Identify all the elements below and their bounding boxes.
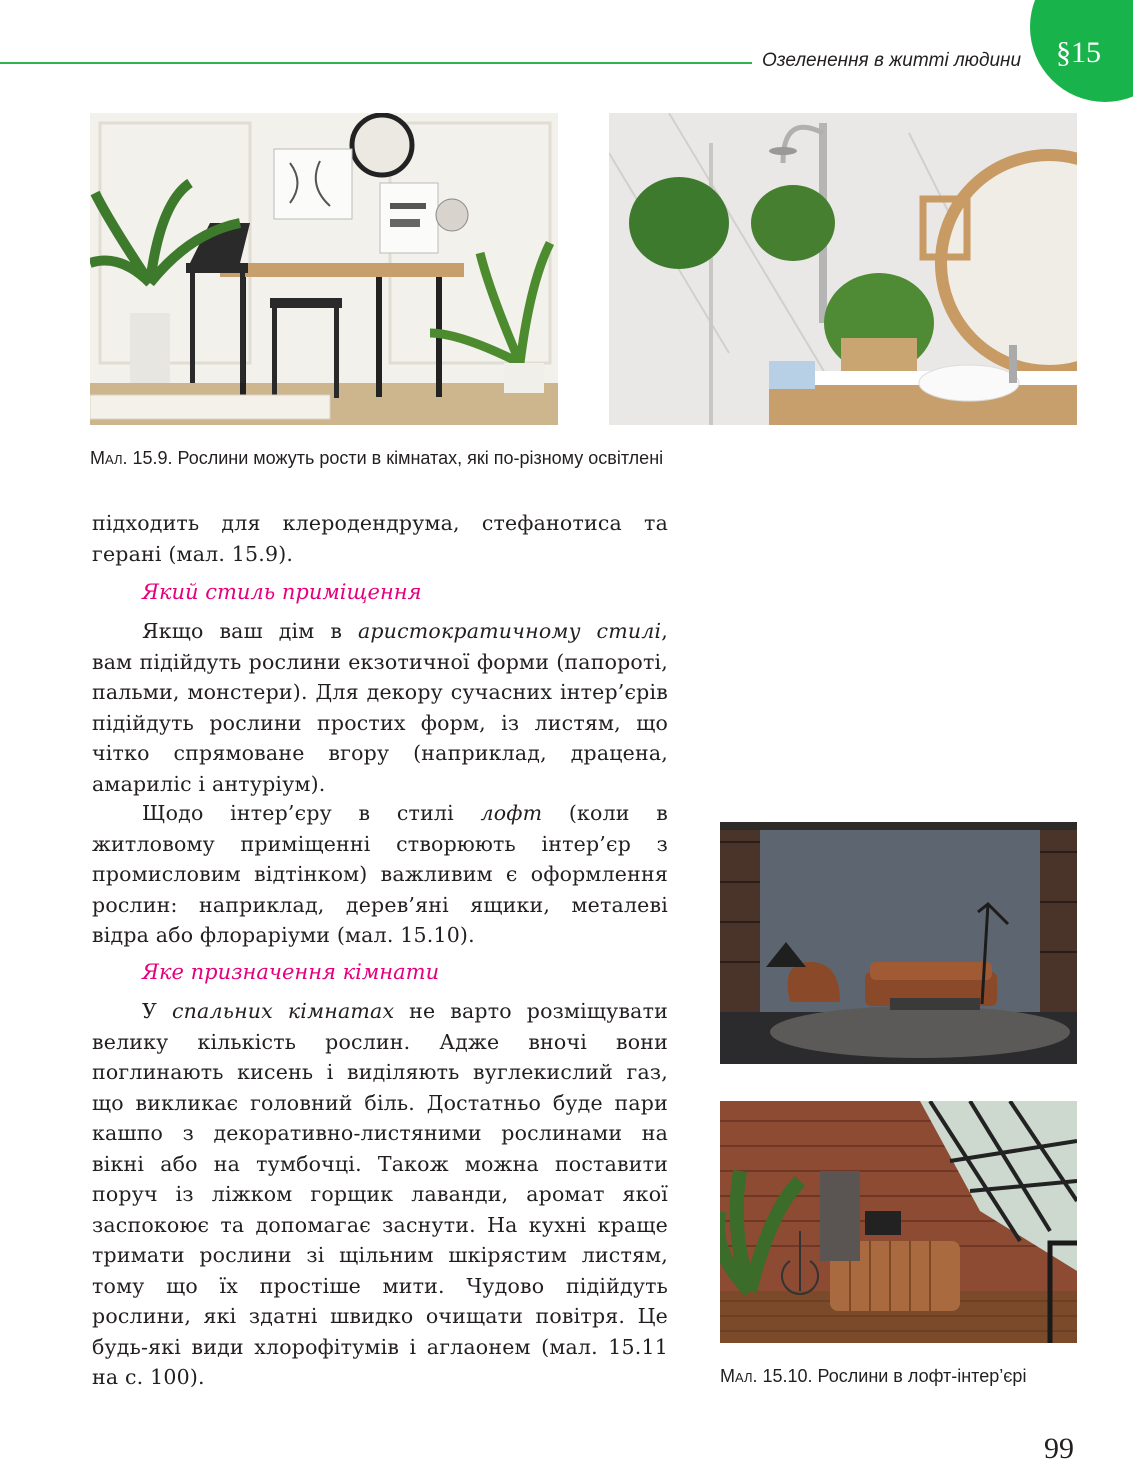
header-rule (0, 62, 752, 64)
figure-caption-15-10 (720, 1366, 1026, 1387)
running-header-title: Озеленення в житті людини (762, 50, 1022, 71)
paragraph-text: Щодо інтер’єру в стилі (142, 801, 481, 825)
caption-label: Мал. (720, 1366, 758, 1386)
paragraph-text: (коли в житловому приміщенні створюють інтер’єр з промисловим відтінком) важливим є оформлення рослин: наприклад, дерев’яні ящики, металеві відра або флораріуми (мал. 15.10). (92, 801, 669, 947)
photo-dining-room-plants (90, 113, 558, 425)
body-paragraph-3 (92, 798, 668, 951)
paragraph-text: Якщо ваш дім в (142, 619, 358, 643)
body-paragraph-4 (92, 996, 668, 1393)
caption-text: 15.9. Рослини можуть рости в кімнатах, які по-різному освітлені (127, 448, 664, 468)
photo-loft-attic-room (720, 1101, 1077, 1343)
paragraph-text: підходить для клеродендрума, стефанотиса та герані (мал. 15.9). (92, 511, 668, 566)
emphasis-text: аристократичному стилі (357, 619, 662, 643)
caption-label: Мал. (90, 448, 128, 468)
emphasis-text: спальних кімнатах (171, 999, 395, 1023)
page-number: 99 (1044, 1432, 1074, 1465)
section-number: §15 (1056, 36, 1101, 69)
caption-text: 15.10. Рослини в лофт-інтер’єрі (757, 1366, 1027, 1386)
photo-bathroom-plants (609, 113, 1077, 425)
emphasis-text: лофт (480, 801, 543, 825)
paragraph-text: , вам підійдуть рослини екзотичної форми (папороті, пальми, монстери). Для декору сучасних інтер’єрів підійдуть рослини простих форм, із листям, що чітко спрямоване вгору (наприклад, драцена, амариліс і антуріум). (92, 619, 668, 796)
figure-caption-15-9 (90, 448, 663, 469)
paragraph-text: У (142, 999, 172, 1023)
body-paragraph-1 (92, 508, 668, 569)
photo-loft-living-room (720, 822, 1077, 1064)
paragraph-text: не варто розміщувати велику кількість рослин. Адже вночі вони поглинають кисень і виділяють вуглекислий газ, що викликає головний біль. Достатньо буде пари кашпо з декоративно-листяними рослинами на вікні або на тумбочці. Також можна поставити поруч із ліжком горщик лаванди, аромат якої заспокоює та допомагає заснути. На кухні краще тримати рослини зі щільним шкірястим листям, тому що їх простіше мити. Чудово підійдуть рослини, які здатні швидко очищати повітря. Це будь-які види хлорофітумів і аглаонем (мал. 15.11 на с. 100). (92, 999, 669, 1389)
subheading-room-style: Який стиль приміщення (142, 580, 422, 604)
subheading-room-purpose: Яке призначення кімнати (142, 960, 440, 984)
body-paragraph-2 (92, 616, 668, 799)
